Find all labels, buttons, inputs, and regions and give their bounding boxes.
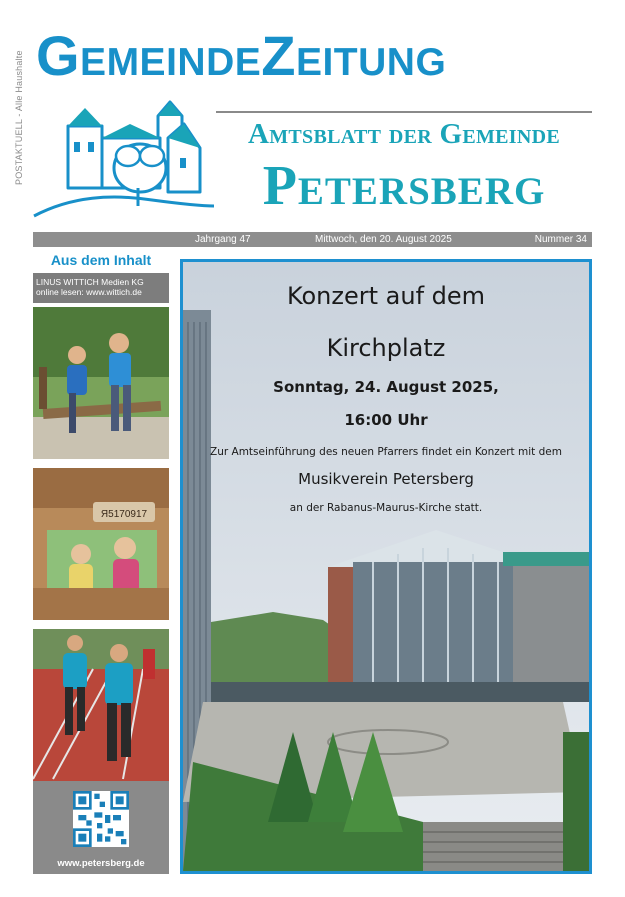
thumbnail-children-seesaw[interactable] [33,307,169,459]
band-name: Musikverein Petersberg [298,470,474,488]
concert-time: 16:00 Uhr [344,411,428,429]
qr-code-icon[interactable] [73,791,129,847]
newspaper-title: GemeindeZeitung [36,24,447,87]
thumbnail-runners[interactable] [33,629,169,781]
poster-headline-line2: Kirchplatz [326,334,446,362]
contents-sidebar [33,250,169,874]
concert-poster [180,259,592,874]
website-box[interactable] [33,781,169,874]
thumbnail-children-playhouse[interactable] [33,468,169,620]
website-link[interactable]: www.petersberg.de [57,858,145,869]
issue-number: Nummer 34 [534,234,587,245]
concert-venue: an der Rabanus-Maurus-Kirche statt. [289,502,483,514]
publisher-box[interactable] [33,273,169,303]
issue-info-bar [33,232,592,247]
poster-headline-line1: Konzert auf dem [286,282,486,310]
publisher-name: LINUS WITTICH Medien KG [36,277,144,287]
town-name: Petersberg [262,155,546,217]
concert-date: Sonntag, 24. August 2025, [273,378,499,396]
church-hill-logo [32,96,216,222]
distribution-note: POSTAKTUELL - Alle Haushalte [14,50,24,185]
online-reading-link[interactable]: online lesen: www.wittich.de [36,287,142,297]
title-divider [216,111,592,113]
issue-date: Mittwoch, den 20. August 2025 [315,234,452,245]
concert-intro: Zur Amtseinführung des neuen Pfarrers findet ein Konzert mit dem [210,446,562,458]
contents-heading: Aus dem Inhalt [50,252,152,268]
official-gazette-subtitle: Amtsblatt der Gemeinde [247,118,561,150]
plate-number: Я5170917 [100,509,148,520]
issue-volume: Jahrgang 47 [195,234,251,245]
